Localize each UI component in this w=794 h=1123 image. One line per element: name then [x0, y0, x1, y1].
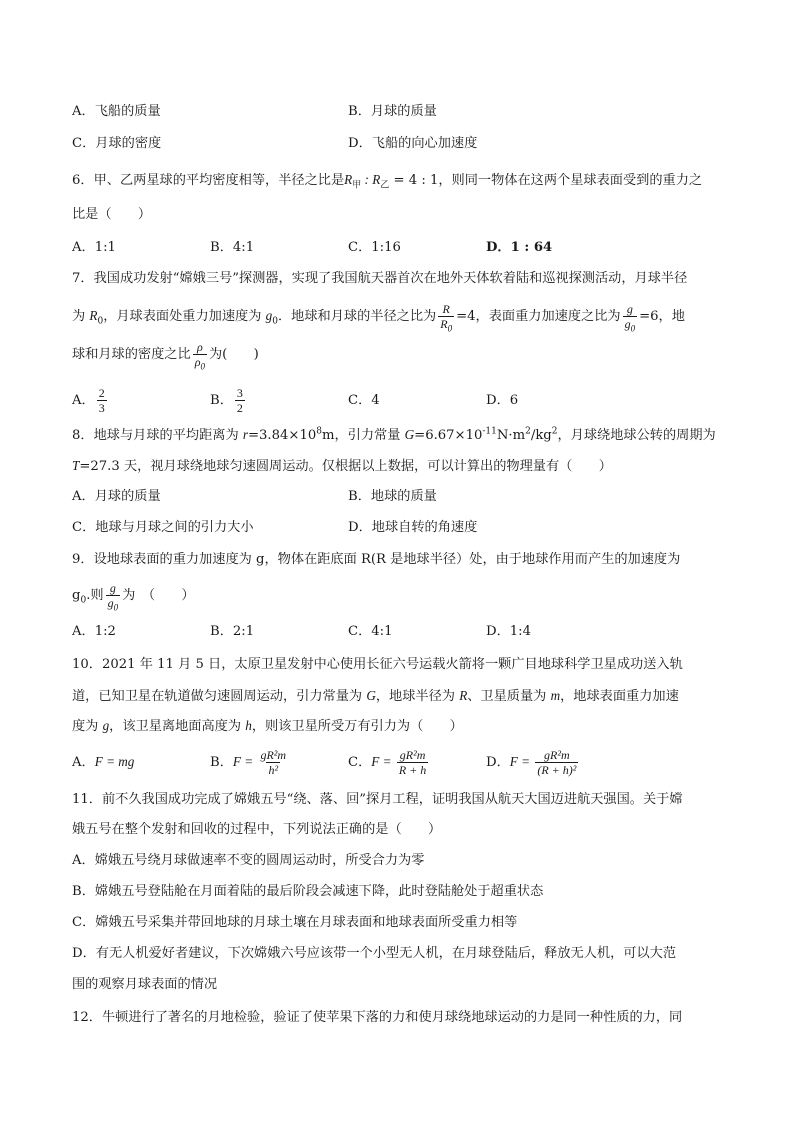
- q6-stem-line-1: 6．甲、乙两星球的平均密度相等，半径之比是$R_甲$ : $R_乙 = 4$ : 1，则同一物体在这两个星球表面受到的重力之: [72, 172, 703, 191]
- q9-option-c[interactable]: C．4:1: [348, 624, 393, 639]
- fraction-g-over-g0: $\frac{g}{g_0}$: [107, 581, 119, 613]
- q10-options: [72, 745, 734, 779]
- q10-option-d[interactable]: D．F = $\frac{\text{gR²m}}{\text{(R + h)²}}$: [486, 748, 577, 777]
- q6-option-a[interactable]: A．1:1: [72, 240, 116, 255]
- q10-stem-line-3: 度为 g，该卫星离地面高度为 h，则该卫星所受万有引力为（ ）: [72, 718, 463, 734]
- fraction-g-over-g0: $\frac{g}{g_0}$: [624, 302, 636, 334]
- q7-option-c[interactable]: C．4: [348, 393, 380, 408]
- q5-option-d[interactable]: D．飞船的向心加速度: [348, 136, 478, 151]
- q7-option-b[interactable]: B． $\frac{3}{2}$: [210, 386, 243, 415]
- q5-option-a[interactable]: A．飞船的质量: [72, 104, 161, 119]
- q10-stem-line-2: 道，已知卫星在轨道做匀速圆周运动，引力常量为 G，地球半径为 R、卫星质量为 m，地球表面重力加速: [72, 688, 679, 704]
- q6-option-c[interactable]: C．1:16: [348, 240, 401, 255]
- q8-options-row-2: [72, 518, 734, 538]
- q11-option-b[interactable]: B．嫦娥五号登陆舱在月面着陆的最后阶段会减速下降，此时登陆舱处于超重状态: [72, 884, 544, 899]
- q5-options-row-2: [72, 134, 734, 154]
- q7-option-d[interactable]: D．6: [486, 393, 519, 408]
- q9-option-b[interactable]: B．2:1: [210, 624, 255, 639]
- q8-option-b[interactable]: B．地球的质量: [348, 489, 437, 504]
- q5-option-b[interactable]: B．月球的质量: [348, 104, 437, 119]
- q10-option-b[interactable]: B．F = $\frac{\text{gR²m}}{\text{h²}}$: [210, 748, 287, 777]
- q6-stem-line-2: 比是（ ）: [72, 207, 152, 222]
- ratio-r1: R: [344, 172, 353, 187]
- q7-stem-line-1: 7．我国成功发射“嫦娥三号”探测器，实现了我国航天器首次在地外天体软着陆和巡视探测活动，月球半径: [72, 271, 688, 286]
- q8-options-row-1: [72, 487, 734, 507]
- q11-stem-line-2: 娥五号在整个发射和回收的过程中，下列说法正确的是（ ）: [72, 822, 442, 837]
- ratio-r2: R: [372, 172, 381, 187]
- q11-option-d-line-1[interactable]: D．有无人机爱好者建议，下次嫦娥六号应该带一个小型无人机，在月球登陆后，释放无人机，可以大范: [72, 946, 677, 961]
- q10-option-c[interactable]: C．F = $\frac{\text{gR²m}}{R + h}$: [348, 748, 427, 777]
- q8-stem-line-1: 8．地球与月球的平均距离为 $r=3.84\times 10^8m$，引力常量 $G=6.67\times 10^{-11}N\cdot m^2/kg^2$，月球绕地球公转的周期为: [72, 426, 716, 443]
- q6-option-d[interactable]: D．1 : 64: [486, 240, 553, 255]
- q6-options: [72, 238, 734, 258]
- q9-stem-line-2: $g_0$.则 $\frac{g}{g_0}$ 为 （ ）: [72, 581, 195, 613]
- q5-option-c[interactable]: C．月球的密度: [72, 136, 162, 151]
- q12-stem-line-1: 12．牛顿进行了著名的月地检验，验证了使苹果下落的力和使月球绕地球运动的力是同一种性质的力，同: [72, 1010, 683, 1025]
- q8-option-a[interactable]: A．月球的质量: [72, 489, 161, 504]
- q11-option-a[interactable]: A．嫦娥五号绕月球做速率不变的圆周运动时，所受合力为零: [72, 853, 425, 868]
- q5-options-row-1: [72, 102, 734, 122]
- q10-option-a[interactable]: A．F = mg: [72, 754, 135, 770]
- q9-option-d[interactable]: D．1:4: [486, 624, 531, 639]
- q7-stem-line-3: 球和月球的密度之比 $\frac{\rho}{\rho_0}$ 为( ): [72, 340, 259, 372]
- q11-option-c[interactable]: C．嫦娥五号采集并带回地球的月球土壤在月球表面和地球表面所受重力相等: [72, 915, 518, 930]
- q8-option-c[interactable]: C．地球与月球之间的引力大小: [72, 520, 254, 535]
- q11-stem-line-1: 11．前不久我国成功完成了嫦娥五号“绕、落、回”探月工程，证明我国从航天大国迈进航天强国。关于嫦: [72, 792, 683, 807]
- fraction-r-over-r0: $\frac{R}{R_0}$: [440, 302, 453, 334]
- q7-options: [72, 386, 734, 416]
- q9-option-a[interactable]: A．1:2: [72, 624, 116, 639]
- q6-option-b[interactable]: B．4:1: [210, 240, 255, 255]
- q7-option-a[interactable]: A． $\frac{2}{3}$: [72, 386, 105, 415]
- q10-stem-line-1: 10．2021 年 11 月 5 日，太原卫星发射中心使用长征六号运载火箭将一颗广目地球科学卫星成功送入轨: [72, 657, 683, 672]
- q8-stem-line-2: T=27.3 天，视月球绕地球匀速圆周运动。仅根据以上数据，可以计算出的物理量有（ ）: [72, 458, 612, 474]
- q7-stem-line-2: 为 $R_0$，月球表面处重力加速度为 $g_0$．地球和月球的半径之比为 $\frac{R}{R_0}$ =4，表面重力加速度之比为 $\frac{g}{g_0}$ =6，地: [72, 302, 685, 334]
- q9-stem-line-1: 9．设地球表面的重力加速度为 g，物体在距底面 R(R 是地球半径）处，由于地球作用而产生的加速度为: [72, 552, 681, 567]
- q9-options: [72, 622, 734, 642]
- fraction-rho-over-rho0: $\frac{\rho}{\rho_0}$: [194, 340, 205, 372]
- q8-option-d[interactable]: D．地球自转的角速度: [348, 520, 478, 535]
- q11-option-d-line-2[interactable]: 围的观察月球表面的情况: [72, 977, 218, 992]
